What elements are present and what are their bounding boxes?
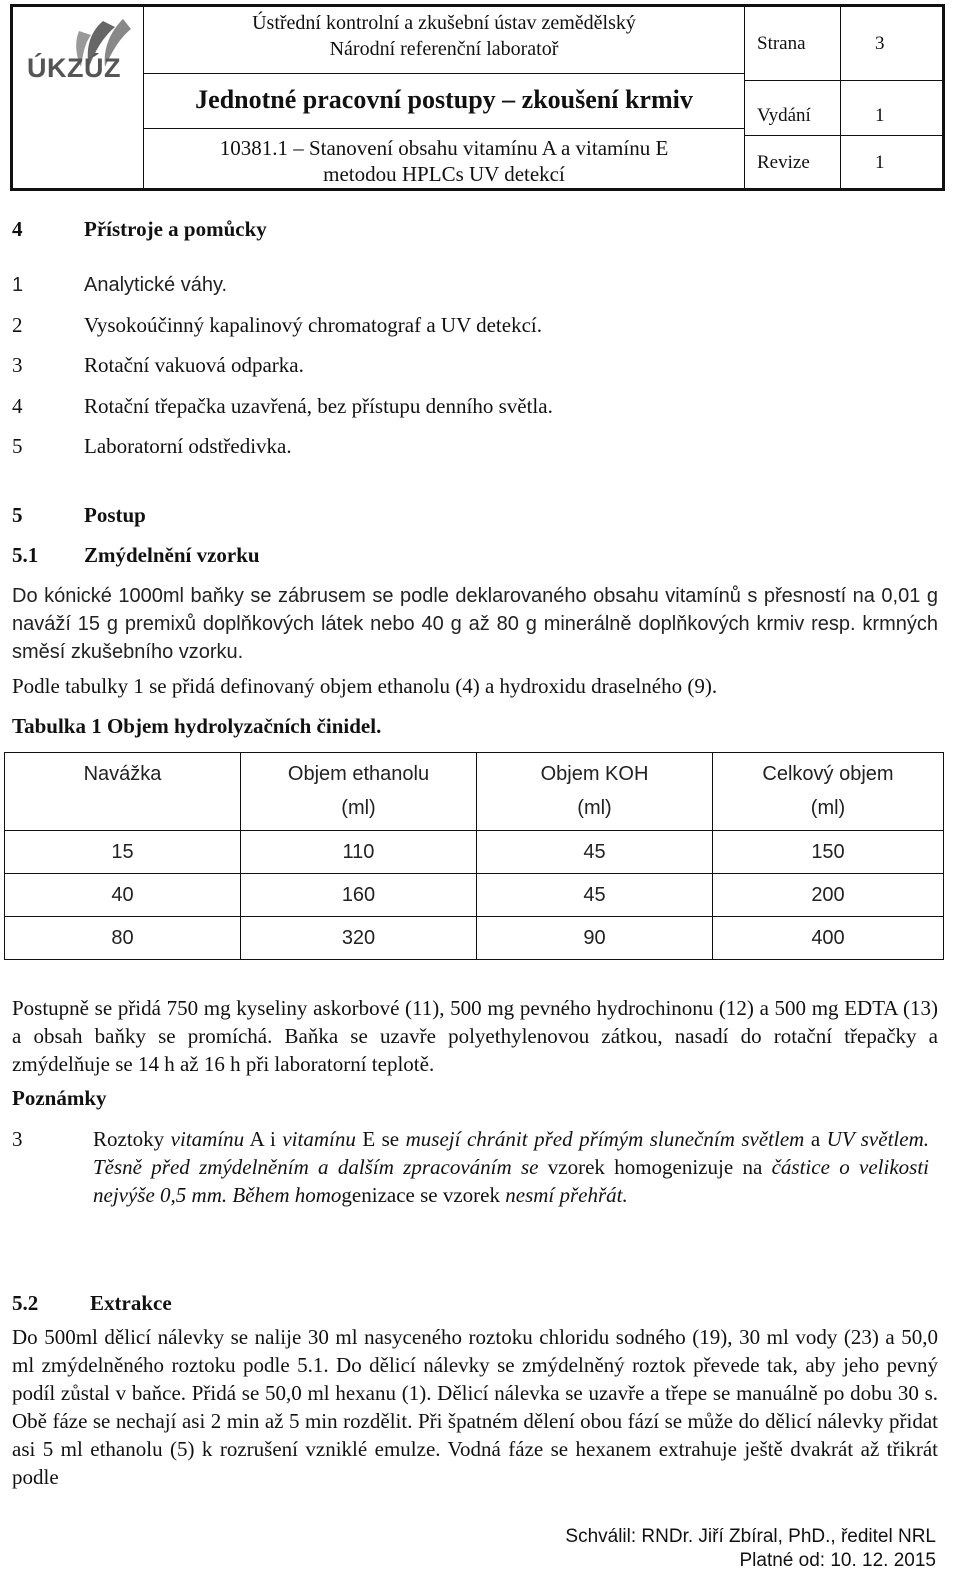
table-cell: 150 bbox=[713, 831, 944, 874]
list-item-number: 4 bbox=[12, 394, 23, 418]
header-unit: (ml) bbox=[810, 797, 846, 819]
header-text: Navážka bbox=[83, 763, 162, 785]
revision-value: 1 bbox=[875, 152, 885, 173]
note-text-italic: musejí chránit před přímým slunečním světlem bbox=[405, 1127, 805, 1151]
lab-name: Národní referenční laboratoř bbox=[329, 38, 559, 60]
valid-from-line: Platné od: 10. 12. 2015 bbox=[739, 1550, 936, 1571]
header-meta bbox=[745, 7, 942, 188]
note-text-run: genizace se vzorek bbox=[341, 1183, 506, 1207]
note-text-italic: vitamínu bbox=[170, 1127, 245, 1151]
notes-heading: Poznámky bbox=[12, 1086, 107, 1110]
table-cell: 80 bbox=[5, 917, 241, 960]
list-item bbox=[12, 393, 553, 420]
section-number: 5 bbox=[12, 503, 23, 527]
page-label: Strana bbox=[757, 33, 806, 54]
list-item bbox=[12, 312, 542, 339]
header-unit: (ml) bbox=[577, 797, 612, 819]
reagent-table bbox=[4, 752, 944, 960]
document-title: Jednotné pracovní postupy – zkoušení krmiv bbox=[195, 85, 693, 114]
header-text: Objem ethanolu bbox=[287, 763, 430, 785]
edition-value: 1 bbox=[875, 105, 885, 126]
list-item-number: 5 bbox=[12, 434, 23, 458]
table-row bbox=[5, 917, 944, 960]
note-text-italic: částice o velikosti nejvýše 0,5 mm. Během homo bbox=[93, 1155, 930, 1207]
list-item bbox=[12, 433, 292, 460]
revision-row bbox=[745, 136, 942, 188]
subsection-number: 5.1 bbox=[12, 543, 39, 567]
list-item-number: 3 bbox=[12, 353, 23, 377]
paragraph: Do kónické 1000ml baňky se zábrusem se podle deklarovaného obsahu vitamínů s přesností na 0,01 g naváží 15 g premixů doplňkových látek nebo 40 g až 80 g minerálně doplňkových krmiv resp. krmných směsí zkušebního vzorku. bbox=[12, 585, 938, 663]
method-title-line2: metodou HPLCs UV detekcí bbox=[323, 162, 565, 186]
note-text bbox=[93, 1125, 929, 1209]
section-title: Přístroje a pomůcky bbox=[84, 217, 267, 241]
table-header-cell bbox=[241, 753, 477, 831]
table-header-cell bbox=[5, 753, 241, 831]
table-cell: 15 bbox=[5, 831, 241, 874]
table-cell: 110 bbox=[241, 831, 477, 874]
header-text: Celkový objem bbox=[762, 763, 894, 785]
header-text: Objem KOH bbox=[540, 763, 649, 785]
list-item-text: Analytické váhy. bbox=[84, 274, 228, 296]
table-cell: 320 bbox=[241, 917, 477, 960]
method-title-line1: 10381.1 – Stanovení obsahu vitamínu A a vitamínu E bbox=[219, 136, 669, 160]
revision-label: Revize bbox=[757, 152, 810, 173]
list-item-number: 1 bbox=[12, 274, 24, 296]
subsection-heading bbox=[12, 542, 260, 569]
table-cell: 45 bbox=[477, 831, 713, 874]
section-number: 4 bbox=[12, 217, 23, 241]
list-item bbox=[12, 352, 304, 379]
table-row bbox=[5, 874, 944, 917]
list-item bbox=[12, 272, 228, 299]
table-header-cell bbox=[713, 753, 944, 831]
edition-label: Vydání bbox=[757, 105, 811, 126]
table-cell: 160 bbox=[241, 874, 477, 917]
note-text-italic: nesmí přehřát. bbox=[505, 1183, 628, 1207]
header-divider bbox=[144, 73, 744, 74]
page-row bbox=[745, 7, 942, 81]
table-cell: 200 bbox=[713, 874, 944, 917]
note-text-run: Roztoky bbox=[93, 1127, 171, 1151]
note-text-run: vzorek homogenizuje na bbox=[538, 1155, 772, 1179]
note-text-run: a bbox=[804, 1127, 827, 1151]
subsection-title: Zmýdelnění vzorku bbox=[84, 543, 260, 567]
list-item-number: 2 bbox=[12, 313, 23, 337]
paragraph: Postupně se přidá 750 mg kyseliny askorbové (11), 500 mg pevného hydrochinonu (12) a 500 mg EDTA (13) a obsah baňky se promíchá. Baňka se uzavře polyethylenovou zátkou, nasadí do rotační třepačky a zmýdelňuje se 14 h až 16 h při laboratorní teplotě. bbox=[12, 996, 938, 1076]
list-item-text: Rotační třepačka uzavřená, bez přístupu denního světla. bbox=[84, 394, 553, 418]
logo-cell bbox=[13, 7, 144, 188]
section-title: Postup bbox=[84, 503, 146, 527]
cell-divider bbox=[840, 136, 841, 188]
table-row bbox=[5, 831, 944, 874]
table-caption: Tabulka 1 Objem hydrolyzačních činidel. bbox=[12, 714, 382, 738]
paragraph: Do 500ml dělicí nálevky se nalije 30 ml nasyceného roztoku chloridu sodného (19), 30 ml vody (23) a 50,0 ml zmýdelněného roztoku podle 5.1. Do dělicí nálevky se zmýdelněný roztok převede tak, aby jeho pevný podíl zůstal v baňce. Přidá se 50,0 ml hexanu (1). Dělicí nálevka se uzavře a třepe se manuálně po dobu 30 s. Obě fáze se nechají asi 2 min až 5 min rozdělit. Při špatném dělení obou fází se může do dělicí nálevky přidat asi 5 ml ethanolu (5) k rozrušení vzniklé emulze. Vodná fáze se hexanem extrahuje ještě dvakrát až třikrát podle bbox=[12, 1325, 938, 1489]
list-item-text: Vysokoúčinný kapalinový chromatograf a UV detekcí. bbox=[84, 313, 542, 337]
page-number: 3 bbox=[875, 33, 885, 54]
logo-text: ÚKZÚZ bbox=[27, 53, 121, 83]
header-center bbox=[144, 7, 745, 188]
header-unit: (ml) bbox=[341, 797, 376, 819]
header-divider bbox=[144, 128, 744, 129]
subsection-number: 5.2 bbox=[12, 1291, 39, 1315]
table-header-row bbox=[5, 753, 944, 831]
institute-name: Ústřední kontrolní a zkušební ústav zemědělský bbox=[252, 12, 636, 34]
list-item-text: Laboratorní odstředivka. bbox=[84, 434, 292, 458]
document-header bbox=[10, 4, 945, 191]
note-text-run: A i bbox=[244, 1127, 283, 1151]
table-cell: 40 bbox=[5, 874, 241, 917]
section-heading bbox=[12, 216, 267, 243]
list-item-text: Rotační vakuová odparka. bbox=[84, 353, 304, 377]
approval-line: Schválil: RNDr. Jiří Zbíral, PhD., ředitel NRL bbox=[565, 1526, 936, 1547]
table-cell: 45 bbox=[477, 874, 713, 917]
paragraph: Podle tabulky 1 se přidá definovaný objem ethanolu (4) a hydroxidu draselného (9). bbox=[12, 674, 718, 698]
cell-divider bbox=[840, 7, 841, 80]
note-text-italic: vitamínu bbox=[282, 1127, 356, 1151]
note-text-italic: UV světlem. Těsně před zmýdelněním a dalším zpracováním se bbox=[93, 1127, 929, 1179]
subsection-title: Extrakce bbox=[90, 1291, 172, 1315]
table-cell: 400 bbox=[713, 917, 944, 960]
cell-divider bbox=[840, 81, 841, 135]
table-cell: 90 bbox=[477, 917, 713, 960]
note-number: 3 bbox=[12, 1127, 23, 1151]
edition-row bbox=[745, 81, 942, 136]
section-heading bbox=[12, 502, 146, 529]
note-text-run: E se bbox=[355, 1127, 406, 1151]
table-header-cell bbox=[477, 753, 713, 831]
subsection-heading bbox=[12, 1290, 172, 1317]
